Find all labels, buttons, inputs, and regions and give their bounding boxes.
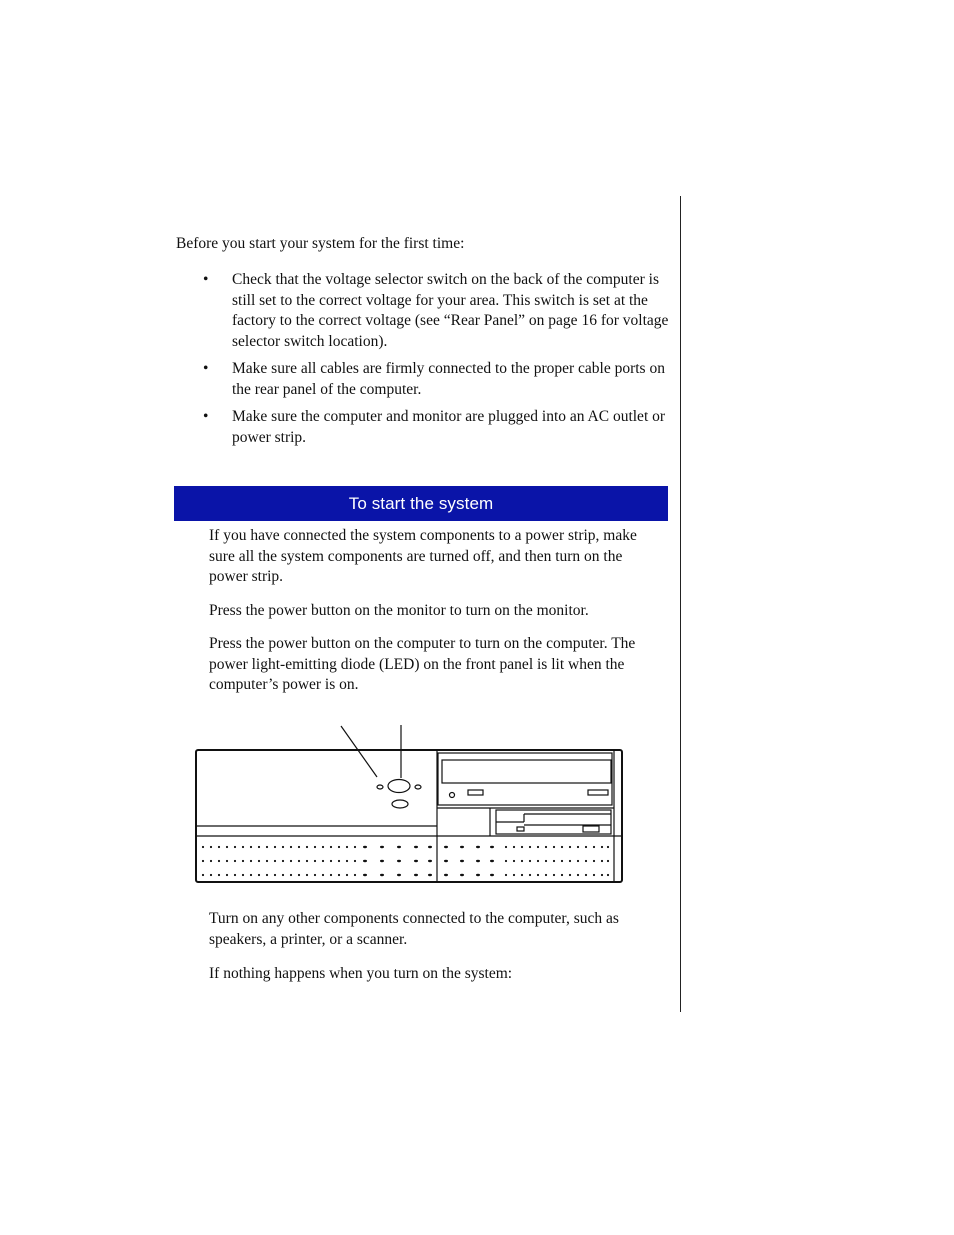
step-text: Press the power button on the computer to turn on the computer. The power light-emitting diode (LED) on the front panel is lit when the computer’s power is on. bbox=[209, 635, 636, 693]
computer-case bbox=[196, 750, 622, 882]
reset-button bbox=[392, 800, 408, 808]
margin-rule bbox=[680, 196, 681, 1012]
bullet-icon: • bbox=[203, 271, 209, 288]
checklist-item-text: Check that the voltage selector switch on the back of the computer is still set to the correct voltage for your area. This switch is set at the factory to the correct voltage (see “Rear Panel” on page 16 for voltage selector switch location). bbox=[232, 271, 669, 350]
step-text: Turn on any other components connected to the computer, such as speakers, a printer, or a scanner. bbox=[209, 910, 619, 948]
intro-text: Before you start your system for the first time: bbox=[176, 235, 465, 252]
cdrom-drive bbox=[438, 753, 612, 805]
checklist-item-text: Make sure all cables are firmly connected to the proper cable ports on the rear panel of the computer. bbox=[232, 360, 665, 398]
step-text: Press the power button on the monitor to turn on the monitor. bbox=[209, 601, 589, 619]
hdd-led bbox=[415, 785, 421, 789]
callout-line-led bbox=[341, 726, 377, 777]
bullet-icon: • bbox=[203, 408, 209, 425]
computer-front-panel-illustration bbox=[194, 722, 628, 888]
step-text: If nothing happens when you turn on the system: bbox=[209, 965, 513, 982]
checklist-item-text: Make sure the computer and monitor are plugged into an AC outlet or power strip. bbox=[232, 408, 666, 446]
vent-row-3 bbox=[202, 874, 609, 876]
vent-row-1 bbox=[202, 846, 609, 848]
after-figure-text bbox=[209, 909, 659, 999]
checklist-item bbox=[200, 407, 670, 448]
checklist bbox=[200, 270, 670, 455]
vent-grille bbox=[202, 846, 609, 876]
power-button bbox=[388, 780, 410, 793]
bullet-icon: • bbox=[203, 360, 209, 377]
checklist-item bbox=[200, 359, 670, 400]
checklist-item bbox=[200, 270, 670, 352]
step-text: If you have connected the system components to a power strip, make sure all the system components are turned off, and then turn on the power strip. bbox=[209, 527, 637, 585]
power-led bbox=[377, 785, 383, 789]
vent-row-2 bbox=[202, 860, 609, 862]
section-heading: To start the system bbox=[174, 486, 668, 521]
start-steps bbox=[209, 526, 659, 709]
